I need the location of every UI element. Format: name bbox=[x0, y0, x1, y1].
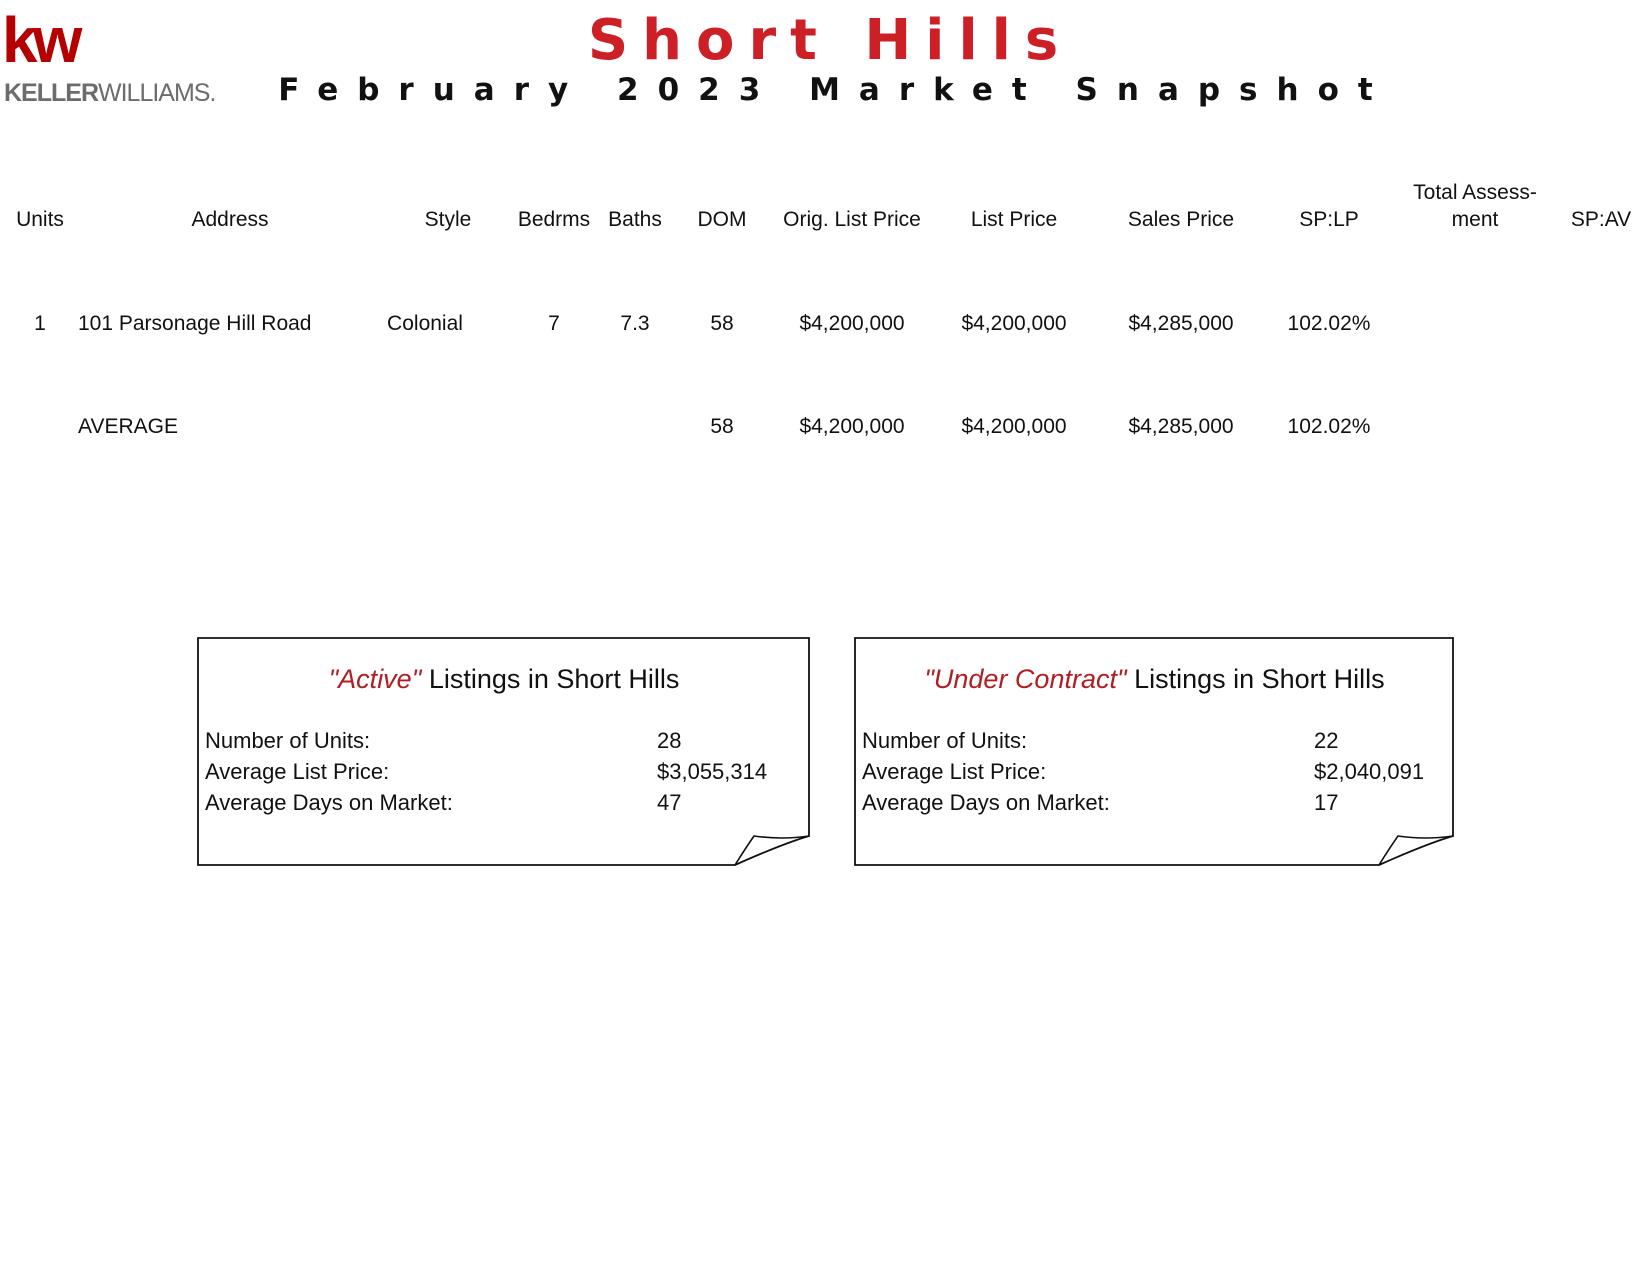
page-title: Short Hills bbox=[587, 8, 1073, 73]
column-header-orig-list-price: Orig. List Price bbox=[783, 208, 921, 231]
active-title-quote: "Active" bbox=[328, 664, 422, 694]
active-title-rest: Listings in Short Hills bbox=[428, 664, 680, 694]
column-header-sp-av: SP:AV bbox=[1570, 208, 1632, 231]
active-units-value: 28 bbox=[657, 728, 682, 753]
logo-wordmark bbox=[4, 80, 215, 106]
average-dom: 58 bbox=[710, 415, 734, 438]
active-dom-label: Average Days on Market: bbox=[205, 790, 453, 815]
average-sp-lp: 102.02% bbox=[1287, 415, 1371, 438]
average-label: AVERAGE bbox=[78, 415, 178, 438]
cell-style: Colonial bbox=[387, 312, 463, 335]
cell-orig-list-price: $4,200,000 bbox=[799, 312, 905, 335]
column-header-sp-lp: SP:LP bbox=[1299, 208, 1359, 231]
column-header-style: Style bbox=[424, 208, 472, 231]
under-contract-listings-card bbox=[854, 637, 1455, 863]
cell-bedrms: 7 bbox=[548, 312, 560, 335]
under-contract-units-value: 22 bbox=[1314, 728, 1339, 753]
cell-units: 1 bbox=[34, 312, 46, 335]
logo-mark: kw bbox=[2, 4, 78, 76]
page-subtitle: February 2023 Market Snapshot bbox=[278, 72, 1392, 108]
cell-sp-lp: 102.02% bbox=[1287, 312, 1371, 335]
cell-baths: 7.3 bbox=[620, 312, 650, 335]
cell-address: 101 Parsonage Hill Road bbox=[78, 312, 312, 335]
column-header-total-assessment-line1: Total Assess- bbox=[1413, 181, 1537, 204]
under-contract-dom-value: 17 bbox=[1314, 790, 1339, 815]
under-contract-list-price-label: Average List Price: bbox=[862, 759, 1047, 784]
under-contract-card-title bbox=[854, 661, 1455, 697]
under-contract-dom-label: Average Days on Market: bbox=[862, 790, 1110, 815]
column-header-address: Address bbox=[191, 208, 269, 231]
column-header-baths: Baths bbox=[608, 208, 662, 231]
column-header-list-price: List Price bbox=[970, 208, 1058, 231]
active-list-price-label: Average List Price: bbox=[205, 759, 390, 784]
under-contract-title-rest: Listings in Short Hills bbox=[1134, 664, 1385, 694]
cell-dom: 58 bbox=[710, 312, 734, 335]
average-sales-price: $4,285,000 bbox=[1128, 415, 1234, 438]
average-list-price: $4,200,000 bbox=[961, 415, 1067, 438]
column-header-sales-price: Sales Price bbox=[1127, 208, 1235, 231]
active-listings-card bbox=[197, 637, 811, 863]
logo-word-light: WILLIAMS. bbox=[98, 79, 216, 107]
column-header-units: Units bbox=[16, 208, 64, 231]
average-orig-list-price: $4,200,000 bbox=[799, 415, 905, 438]
under-contract-title-quote: "Under Contract" bbox=[924, 664, 1127, 694]
active-units-label: Number of Units: bbox=[205, 728, 371, 753]
cell-list-price: $4,200,000 bbox=[961, 312, 1067, 335]
column-header-total-assessment-line2: ment bbox=[1451, 208, 1499, 231]
active-card-title bbox=[197, 661, 811, 697]
keller-williams-logo bbox=[2, 4, 216, 108]
active-dom-value: 47 bbox=[657, 790, 682, 815]
under-contract-units-label: Number of Units: bbox=[862, 728, 1028, 753]
column-header-dom: DOM bbox=[697, 208, 747, 231]
active-list-price-value: $3,055,314 bbox=[657, 759, 768, 784]
under-contract-list-price-value: $2,040,091 bbox=[1314, 759, 1425, 784]
column-header-bedrms: Bedrms bbox=[517, 208, 591, 231]
cell-sales-price: $4,285,000 bbox=[1128, 312, 1234, 335]
logo-word-bold: KELLER bbox=[4, 79, 98, 107]
